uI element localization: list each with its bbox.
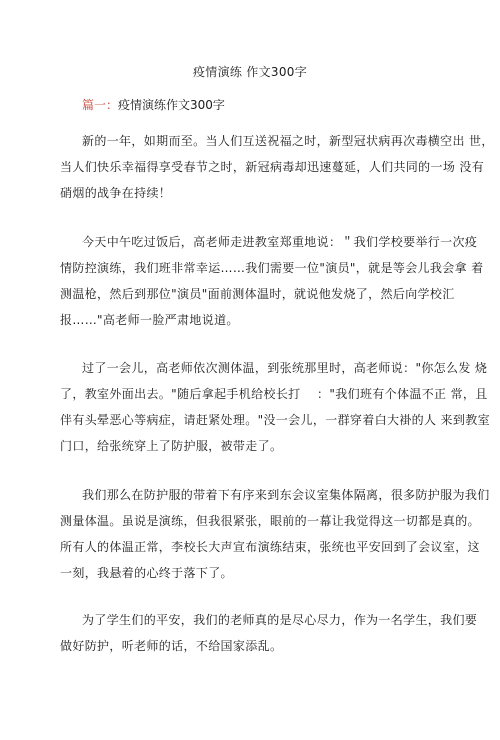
paragraph-1	[60, 128, 494, 206]
paragraph-2	[60, 229, 484, 333]
paragraph-line: 当人们快乐幸福得享受春节之时，新冠病毒却迅速蔓延，人们共同的一场 没有	[60, 160, 485, 174]
paragraph-line: 做好防护，听老师的话，不给国家添乱。	[60, 639, 283, 653]
paragraph-line: 为了学生们的平安，我们的老师真的是尽心尽力，作为一名学生，我们要	[82, 613, 478, 627]
section-title: 疫情演练作文300字	[118, 98, 225, 112]
paragraph-line: 过了一会儿，高老师依次测体温，到张统那里时，高老师说："你怎么发 烧	[82, 361, 488, 375]
paragraph-line: 门口，给张统穿上了防护服，被带走了。	[60, 439, 283, 453]
paragraph-line: 今天中午吃过饭后，高老师走进教室郑重地说：＂我们学校要举行一次疫	[82, 235, 478, 249]
paragraph-line: 了，教室外面出去。"随后拿起手机给校长打 ："我们班有个体温不正 常，且	[60, 387, 488, 401]
paragraph-4	[60, 482, 490, 586]
document-title: 疫情演练 作文300字	[192, 65, 308, 79]
paragraph-line: 新的一年，如期而至。当人们互送祝福之时，新型冠状病再次毒横空出 世，	[82, 134, 494, 148]
paragraph-3	[60, 355, 490, 459]
paragraph-5	[60, 607, 478, 659]
section-heading	[82, 97, 225, 113]
paragraph-line: 我们那么在防护服的带着下有序来到东会议室集体隔离，很多防护服为我们	[82, 488, 490, 502]
paragraph-line: 一刻，我悬着的心终于落下了。	[60, 566, 233, 580]
paragraph-line: 所有人的体温正常，李校长大声宣布演练结束，张统也平安回到了会议室，这	[60, 540, 480, 554]
paragraph-line: 测温枪，然后到那位"演员"面前测体温时，就说他发烧了，然后向学校汇	[60, 287, 455, 301]
paragraph-line: 报……"高老师一脸严肃地说道。	[60, 313, 239, 327]
paragraph-line: 测量体温。虽说是演练，但我很紧张，眼前的一幕让我觉得这一切都是真的。	[60, 514, 480, 528]
paragraph-line: 硝烟的战争在持续！	[60, 186, 172, 200]
paragraph-line: 伴有头晕恶心等病症，请赶紧处理。"没一会儿，一群穿着白大褂的人 来到教室	[60, 413, 490, 427]
section-label: 篇一：	[82, 98, 119, 112]
paragraph-line: 情防控演练，我们班非常幸运……我们需要一位"演员"，就是等会儿我会拿 着	[60, 261, 484, 275]
